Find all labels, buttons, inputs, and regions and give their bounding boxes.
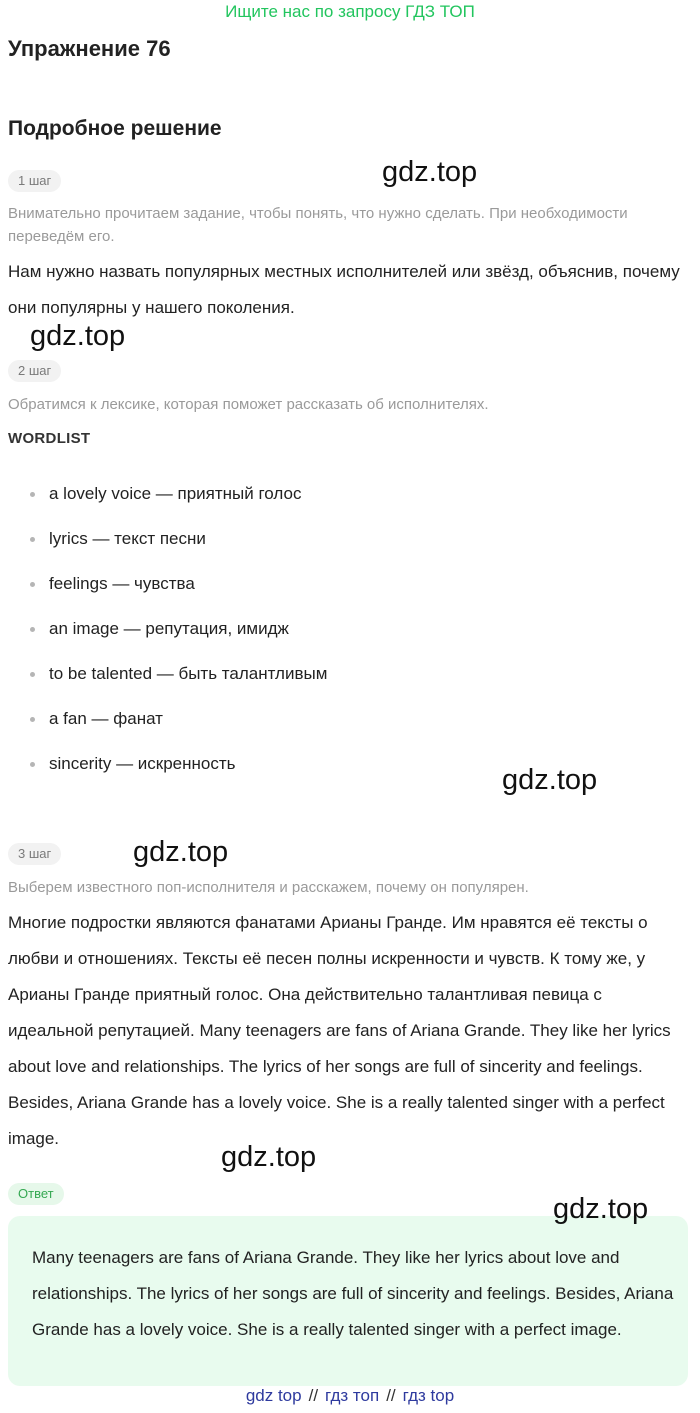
watermark: gdz.top — [133, 836, 229, 868]
watermark: gdz.top — [221, 1141, 317, 1173]
answer-text: Many teenagers are fans of Ariana Grande. They like her lyrics about love and relationships. The lyrics of her songs are full of sincerity and feelings. Besides, Ariana Grande has a lovely voice. She is a really talented singer with a perfect image. — [32, 1248, 674, 1339]
watermark: gdz.top — [502, 764, 598, 796]
watermark: gdz.top — [30, 320, 126, 352]
bullet-icon — [30, 717, 35, 722]
step-1-text: Нам нужно назвать популярных местных исполнителей или звёзд, объяснив, почему они популярны у нашего поколения. — [8, 262, 680, 317]
bullet-icon — [30, 537, 35, 542]
wordlist-item-text: an image — репутация, имидж — [49, 619, 289, 638]
top-banner[interactable]: Ищите нас по запросу ГДЗ ТОП — [225, 2, 475, 21]
bullet-icon — [30, 582, 35, 587]
bottom-link[interactable]: гдз top — [402, 1386, 455, 1405]
step-1-badge: 1 шаг — [8, 170, 61, 192]
bullet-icon — [30, 492, 35, 497]
bottom-links — [0, 1386, 700, 1406]
step-3-badge: 3 шаг — [8, 843, 61, 865]
wordlist-item-text: a fan — фанат — [49, 709, 163, 728]
watermark: gdz.top — [382, 156, 478, 188]
bullet-icon — [30, 672, 35, 677]
exercise-title: Упражнение 76 — [8, 36, 171, 61]
step-3-hint: Выберем известного поп-исполнителя и расскажем, почему он популярен. — [8, 879, 529, 896]
step-3-text: Многие подростки являются фанатами Арианы Гранде. Им нравятся её тексты о любви и отношениях. Тексты её песен полны искренности и чувств. К тому же, у Арианы Гранде приятный голос. Она действительно талантливая певица с идеальной репутацией. Many teenagers are fans of Ariana Grande. They like her lyrics about love and relationships. The lyrics of her songs are full of sincerity and feelings. Besides, Ariana Grande has a lovely voice. She is a really talented singer with a perfect image. — [8, 913, 671, 1148]
step-1-hint: Внимательно прочитаем задание, чтобы понять, что нужно сделать. При необходимости переведём его. — [8, 205, 628, 245]
link-separator: // — [386, 1386, 396, 1405]
wordlist-heading: WORDLIST — [8, 430, 91, 447]
answer-badge: Ответ — [8, 1183, 64, 1205]
link-separator: // — [308, 1386, 319, 1405]
bullet-icon — [30, 762, 35, 767]
watermark: gdz.top — [553, 1193, 649, 1225]
solution-section-title: Подробное решение — [8, 117, 222, 140]
wordlist-item-text: feelings — чувства — [49, 574, 195, 593]
wordlist-item-text: a lovely voice — приятный голос — [49, 484, 302, 503]
bullet-icon — [30, 627, 35, 632]
step-2-hint: Обратимся к лексике, которая поможет рассказать об исполнителях. — [8, 396, 489, 413]
bottom-link[interactable]: gdz top — [245, 1386, 302, 1405]
step-2-badge: 2 шаг — [8, 360, 61, 382]
bottom-link[interactable]: гдз топ — [325, 1386, 380, 1405]
wordlist-item-text: lyrics — текст песни — [49, 529, 206, 548]
wordlist-item-text: sincerity — искренность — [49, 754, 236, 773]
wordlist-item-text: to be talented — быть талантливым — [49, 664, 328, 683]
